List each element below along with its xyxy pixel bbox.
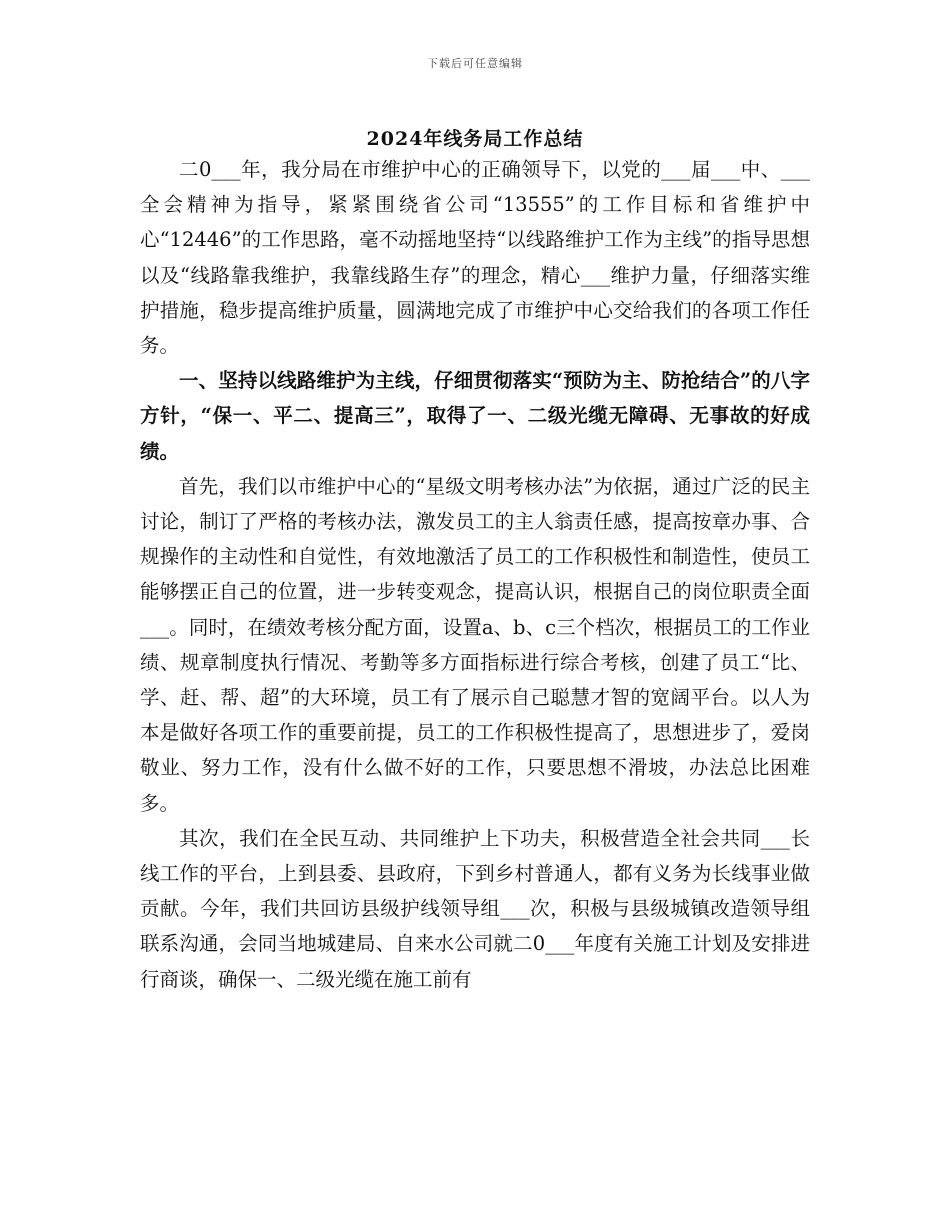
section-heading-1: 一、坚持以线路维护为主线，仔细贯彻落实“预防为主、防抢结合”的八字方针，“保一、平二、提高三”，取得了一、二级光缆无障碍、无事故的好成绩。 <box>140 369 810 463</box>
document-body <box>140 152 810 997</box>
document-title: 2024年线务局工作总结 <box>366 128 584 150</box>
paragraph-second: 其次，我们在全民互动、共同维护上下功夫，积极营造全社会共同___长线工作的平台，上到县委、县政府，下到乡村普通人，都有义务为长线事业做贡献。今年，我们共回访县级护线领导组___次，积极与县级城镇改造领导组联系沟通，会同当地城建局、自来水公司就二0___年度有关施工计划及安排进行商谈，确保一、二级光缆在施工前有 <box>140 826 810 991</box>
page-header-note: 下载后可任意编辑 <box>427 57 523 70</box>
paragraph-first: 首先，我们以市维护中心的“星级文明考核办法”为依据，通过广泛的民主讨论，制订了严格的考核办法，激发员工的主人翁责任感，提高按章办事、合规操作的主动性和自觉性，有效地激活了员工的工作积极性和制造性，使员工能够摆正自己的位置，进一步转变观念，提高认识，根据自己的岗位职责全面___。同时，在绩效考核分配方面，设置a、b、c三个档次，根据员工的工作业绩、规章制度执行情况、考勤等多方面指标进行综合考核，创建了员工“比、学、赶、帮、超”的大环境，员工有了展示自己聪慧才智的宽阔平台。以人为本是做好各项工作的重要前提，员工的工作积极性提高了，思想进步了，爱岗敬业、努力工作，没有什么做不好的工作，只要思想不滑坡，办法总比困难多。 <box>140 474 810 815</box>
paragraph-intro: 二0___年，我分局在市维护中心的正确领导下，以党的___届___中、___全会精神为指导，紧紧围绕省公司“13555”的工作目标和省维护中心“12446”的工作思路，毫不动摇地坚持“以线路维护工作为主线”的指导思想以及“线路靠我维护，我靠线路生存”的理念，精心___维护力量，仔细落实维护措施，稳步提高维护质量，圆满地完成了市维护中心交给我们的各项工作任务。 <box>140 158 810 358</box>
